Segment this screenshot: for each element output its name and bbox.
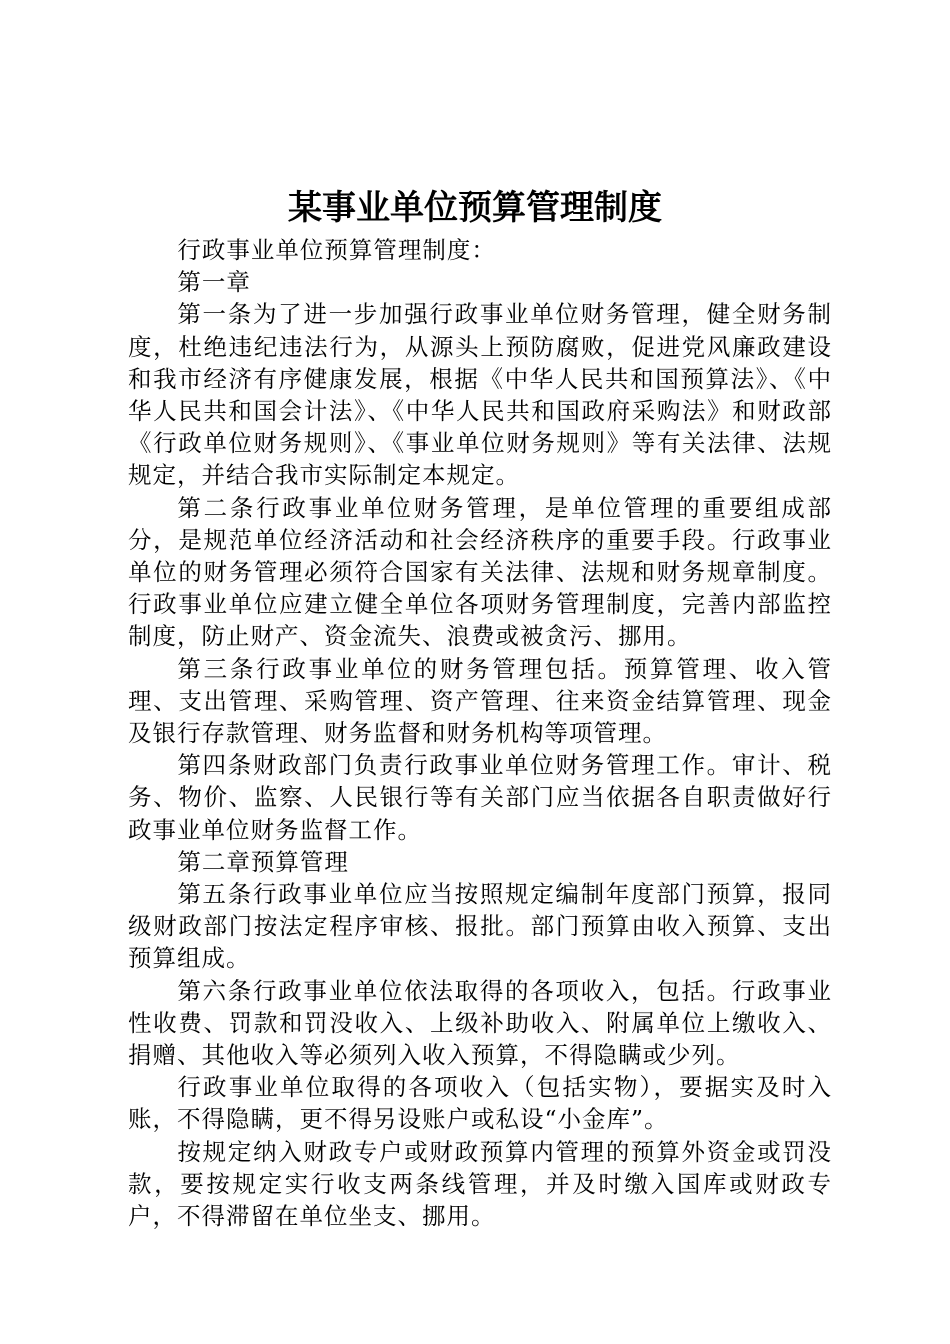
chapter-1-heading: 第一章 [177, 268, 251, 297]
document-body [128, 234, 832, 1232]
article-6-clause-3: 按规定纳入财政专户或财政预算内管理的预算外资金或罚没款，要按规定实行收支两条线管理，并及时缴入国库或财政专户，不得滞留在单位坐支、挪用。 [128, 1137, 832, 1231]
chapter-2-heading: 第二章预算管理 [177, 847, 349, 876]
article-2: 第二条行政事业单位财务管理，是单位管理的重要组成部分，是规范单位经济活动和社会经济秩序的重要手段。行政事业单位的财务管理必须符合国家有关法律、法规和财务规章制度。行政事业单位应建立健全单位各项财务管理制度，完善内部监控制度，防止财产、资金流失、浪费或被贪污、挪用。 [128, 493, 832, 651]
article-1: 第一条为了进一步加强行政事业单位财务管理，健全财务制度，杜绝违纪违法行为，从源头上预防腐败，促进党风廉政建设和我市经济有序健康发展，根据《中华人民共和国预算法》、《中华人民共和国会计法》、《中华人民共和国政府采购法》和财政部《行政单位财务规则》、《事业单位财务规则》等有关法律、法规规定，并结合我市实际制定本规定。 [128, 300, 832, 490]
article-4: 第四条财政部门负责行政事业单位财务管理工作。审计、税务、物价、监察、人民银行等有关部门应当依据各自职责做好行政事业单位财务监督工作。 [128, 751, 832, 844]
document-title: 某事业单位预算管理制度 [288, 188, 662, 228]
paragraph-intro: 行政事业单位预算管理制度： [177, 236, 496, 264]
article-6: 第六条行政事业单位依法取得的各项收入，包括。行政事业性收费、罚款和罚没收入、上级补助收入、附属单位上缴收入、捐赠、其他收入等必须列入收入预算，不得隐瞒或少列。 [128, 976, 832, 1070]
article-6-clause-2: 行政事业单位取得的各项收入（包括实物），要据实及时入账，不得隐瞒，更不得另设账户或私设“小金库”。 [128, 1073, 832, 1134]
article-5: 第五条行政事业单位应当按照规定编制年度部门预算，报同级财政部门按法定程序审核、报批。部门预算由收入预算、支出预算组成。 [128, 880, 832, 973]
article-3: 第三条行政事业单位的财务管理包括。预算管理、收入管理、支出管理、采购管理、资产管理、往来资金结算管理、现金及银行存款管理、财务监督和财务机构等项管理。 [128, 654, 832, 748]
